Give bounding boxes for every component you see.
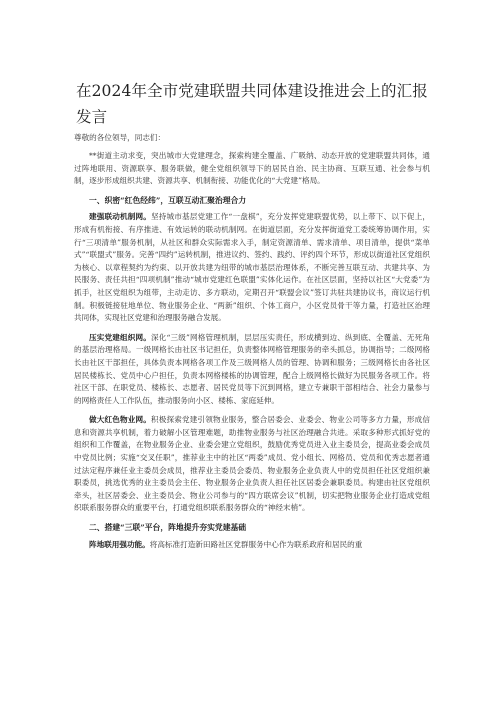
document-body: [74, 150, 430, 551]
paragraph-property-network: [74, 414, 430, 515]
paragraph-text: 坚持城市基层党建工作“一盘棋”，充分发挥党建联盟优势，以上带下、以下促上，形成有机衔接、有序推进、有效运转的联动机制网。在街道层面，充分发挥街道党工委统筹协调作用，实行“三项清单”服务机制，从社区和群众实际需求入手，制定资源清单、需求清单、项目清单，提供“菜单式”“联盟式”服务。完善“四约”运转机制，推进议约、签约、践约、评约四个环节，形成以街道社区党组织为核心、以章程契约为约束、以开放共建为纽带的城市基层治理体系，不断完善互联互动、共建共享、为民服务、责任共担“四项机制”推动“城市党建红色联盟”实体化运作。在社区层面，坚持以社区“大党委”为抓手，社区党组织为组带，主动走访、多方联动，定期召开“联盟会议”签订共驻共建协议书，商议运行机制。积极链接驻地单位、物业服务企业、“两新”组织、个体工商户，小区党员骨干等力量，打造社区治理共同体，实现社区党建和治理服务融合发展。: [74, 212, 430, 323]
paragraph-text: 积极探索党建引领物业服务，整合居委会、业委会、物业公司等多方力量，形成信息和资源共享机制，着力破解小区管理难题，助推物业服务与社区治理融合共进。采取多种形式抓好党的组织和工作覆盖，在物业服务企业、业委会建立党组织，鼓励优秀党员进入业主委员会，提高业委会成员中党员比例；实施“交叉任职”，推荐业主中的社区“两委”成员、党小组长、网格员、党员和优秀志愿者通过法定程序兼任业主委员会成员，推荐业主委员会委员、物业服务企业负责人中的党员担任社区党组织兼职委员，挑选优秀的业主委员会主任、物业服务企业负责人担任社区居委会兼职委员。构建由社区党组织牵头，社区居委会、业主委员会、物业公司参与的“四方联席会议”机制，切实把物业服务企业打造成党组织联系服务群众的重要平台，打通党组织联系服务群众的“神经末梢”。: [74, 415, 430, 513]
intro-paragraph: **街道主动求变，突出城市大党建理念，探索构建全覆盖、广吸纳、动态开放的党建联盟共同体，通过阵地联用、资源联享、服务联做，健全党组织领导下的居民自治、民主协商、互联互通、社会参与机制，逐步形成组织共建、资源共享、机制衔接、功能优化的“大党建”格局。: [74, 151, 430, 186]
paragraph-linkage-network: [74, 211, 430, 324]
paragraph-lead: 建强联动机制网。: [89, 212, 151, 222]
paragraph-lead: 做大红色物业网。: [89, 415, 152, 425]
paragraph-text: 将高标准打造新田路社区党群服务中心作为联系政府和居民的重: [149, 539, 363, 549]
salutation: 尊敬的各位领导，同志们：: [74, 133, 166, 142]
paragraph-position-sharing: [74, 539, 430, 552]
paragraph-text: 深化“三级”网格管理机制，层层压实责任，形成横到边、纵到底、全覆盖、无死角的基层治理格局。一级网格长由社区书记担任，负责整体网格管理服务的牵头抓总，协调指导；二级网格长由社区干部担任，具体负责本网格各项工作及三级网格人员的管理、协调和服务；三级网格长由各社区居民楼栋长、党员中心户担任，负责本网格楼栋的协调管理，配合上级网格长做好为民服务各项工作。将社区干部、在职党员、楼栋长、志愿者、居民党员等下沉到网格，建立专兼职干部相结合、社会力量参与的网格责任人工作队伍，推动服务向小区、楼栋、家庭延伸。: [74, 332, 430, 405]
document-title: 在2024年全市党建联盟共同体建设推进会上的汇报发言: [76, 82, 428, 126]
paragraph-organization-network: [74, 332, 430, 408]
paragraph-lead: 阵地联用强功能。: [89, 539, 150, 549]
section-heading-2: 二、搭建“三联”平台，阵地提升夯实党建基础: [89, 523, 247, 533]
paragraph-lead: 压实党建组织网。: [89, 332, 151, 342]
section-heading-1: 一、织密“红色经纬”，互联互动汇聚治理合力: [89, 195, 247, 205]
